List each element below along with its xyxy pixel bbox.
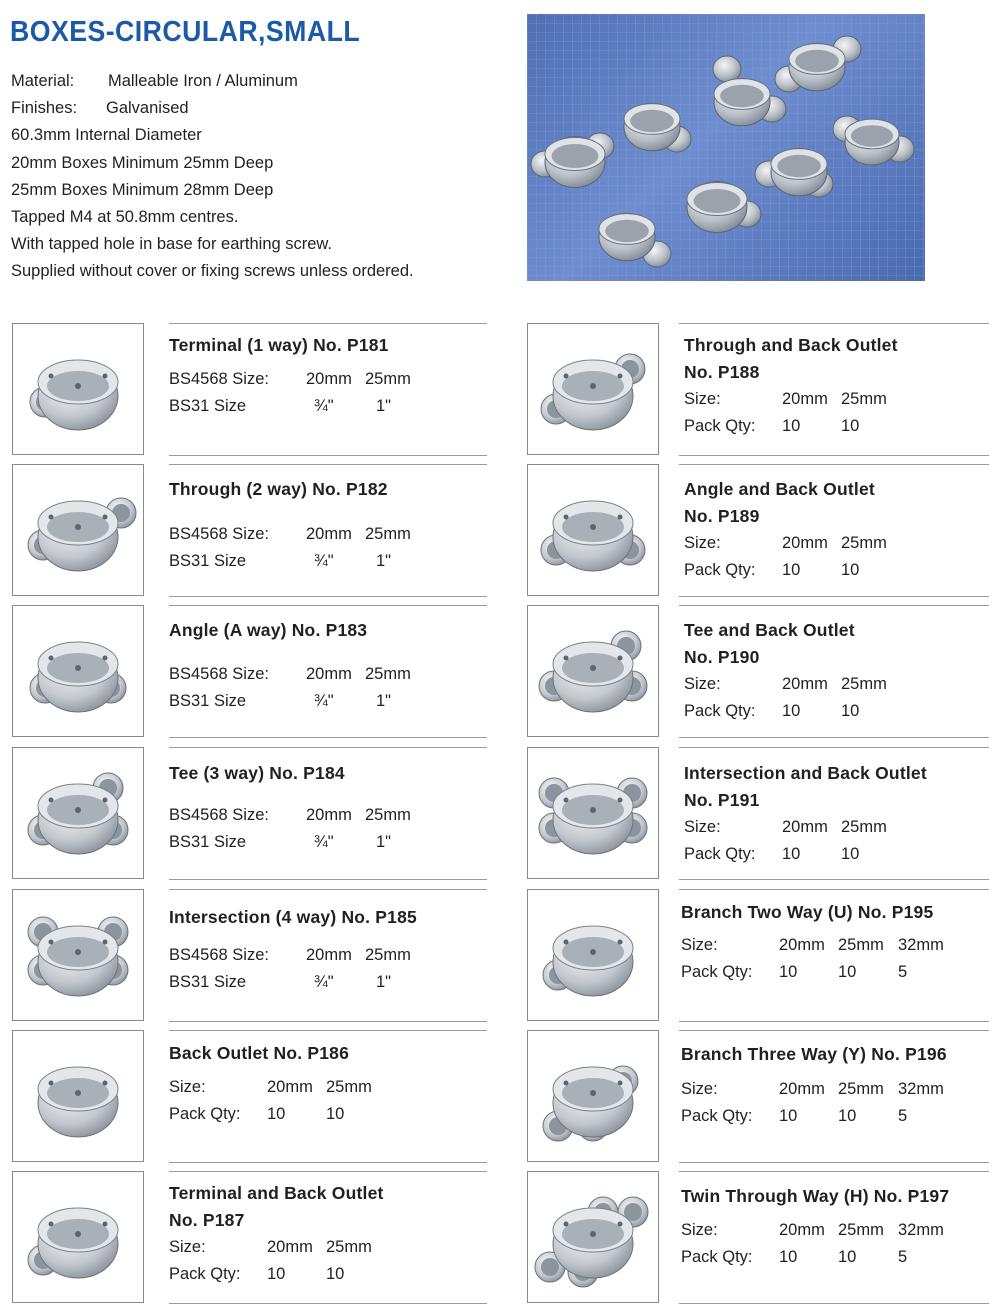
row-label: BS4568 Size: <box>169 946 269 964</box>
divider <box>169 747 487 748</box>
row-value: 20mm <box>267 1078 313 1096</box>
product-name: Terminal and Back Outlet <box>169 1183 384 1203</box>
row-value: 25mm <box>365 806 411 824</box>
divider <box>169 1021 487 1022</box>
divider <box>679 737 989 738</box>
row-value: 32mm <box>898 1221 944 1239</box>
spec-value: 60.3mm Internal Diameter <box>11 126 202 145</box>
row-label: Pack Qty: <box>684 702 756 720</box>
row-value: 25mm <box>365 665 411 683</box>
row-value: 10 <box>841 417 860 435</box>
row-value: 1" <box>376 552 392 570</box>
product-number: No. P190 <box>684 647 760 667</box>
row-label: Pack Qty: <box>681 1107 753 1125</box>
spec-value: With tapped hole in base for earthing screw. <box>11 235 333 254</box>
divider <box>169 323 487 324</box>
row-value: 10 <box>326 1265 345 1283</box>
row-value: 20mm <box>779 936 825 954</box>
row-label: BS31 Size <box>169 552 247 570</box>
divider <box>169 1030 487 1031</box>
row-value: 20mm <box>782 675 828 693</box>
product-name: Angle (A way) No. P183 <box>169 620 368 640</box>
divider <box>169 737 487 738</box>
row-label: BS31 Size <box>169 973 247 991</box>
row-value: 20mm <box>306 946 352 964</box>
angle-back-outlet-box-icon <box>527 464 659 596</box>
row-value: 1" <box>376 973 392 991</box>
product-name: Tee (3 way) No. P184 <box>169 763 345 783</box>
row-value: 20mm <box>306 665 352 683</box>
product-name: Through and Back Outlet <box>684 335 898 355</box>
row-value: 20mm <box>306 370 352 388</box>
row-value: 10 <box>838 963 857 981</box>
row-value: 25mm <box>326 1078 372 1096</box>
row-value: 20mm <box>782 534 828 552</box>
spec-value: 25mm Boxes Minimum 28mm Deep <box>11 180 274 199</box>
spec-line <box>11 122 414 149</box>
branch-two-way-box-icon <box>527 889 659 1021</box>
divider <box>169 596 487 597</box>
divider <box>679 1303 989 1304</box>
divider <box>169 879 487 880</box>
spec-line <box>11 68 414 95</box>
product-number: No. P189 <box>684 506 760 526</box>
divider <box>169 464 487 465</box>
divider <box>679 1162 989 1163</box>
spec-value: 20mm Boxes Minimum 25mm Deep <box>11 153 274 172</box>
row-label: Size: <box>684 675 721 693</box>
row-value: 25mm <box>365 946 411 964</box>
row-value: 10 <box>326 1105 345 1123</box>
row-label: Size: <box>169 1238 206 1256</box>
divider <box>169 605 487 606</box>
product-name: Angle and Back Outlet <box>684 479 875 499</box>
spec-line <box>11 258 414 285</box>
divider <box>169 1162 487 1163</box>
divider <box>169 889 487 890</box>
row-value: 5 <box>898 1248 908 1266</box>
row-label: BS31 Size <box>169 692 247 710</box>
spec-line <box>11 177 414 204</box>
terminal-back-outlet-box-icon <box>12 1171 144 1303</box>
product-name: Branch Two Way (U) No. P195 <box>681 902 934 922</box>
row-value: ¾" <box>314 552 334 570</box>
spec-line <box>11 95 414 122</box>
row-value: 25mm <box>841 818 887 836</box>
row-value: 25mm <box>365 370 411 388</box>
product-name: Branch Three Way (Y) No. P196 <box>681 1044 947 1064</box>
row-value: 20mm <box>779 1080 825 1098</box>
spec-value: Tapped M4 at 50.8mm centres. <box>11 207 239 226</box>
page-title: BOXES-CIRCULAR,SMALL <box>10 16 361 48</box>
spec-line <box>11 231 414 258</box>
row-value: 10 <box>838 1107 857 1125</box>
boxes-photo-graphic <box>527 14 925 281</box>
row-value: 5 <box>898 963 908 981</box>
row-label: Size: <box>684 390 721 408</box>
row-label: Pack Qty: <box>684 561 756 579</box>
divider <box>679 879 989 880</box>
product-name: Through (2 way) No. P182 <box>169 479 388 499</box>
row-value: 25mm <box>838 1080 884 1098</box>
row-value: 32mm <box>898 936 944 954</box>
row-value: 20mm <box>779 1221 825 1239</box>
row-value: 20mm <box>306 806 352 824</box>
row-value: 10 <box>782 417 801 435</box>
row-value: 10 <box>838 1248 857 1266</box>
row-value: 20mm <box>267 1238 313 1256</box>
divider <box>169 1303 487 1304</box>
row-value: ¾" <box>314 973 334 991</box>
angle-box-icon <box>12 605 144 737</box>
row-value: 10 <box>841 845 860 863</box>
divider <box>679 1030 989 1031</box>
divider <box>679 1021 989 1022</box>
row-value: 10 <box>841 702 860 720</box>
divider <box>169 455 487 456</box>
divider <box>679 323 989 324</box>
spec-list <box>11 68 414 286</box>
product-name: Back Outlet No. P186 <box>169 1043 350 1063</box>
row-value: 25mm <box>365 525 411 543</box>
row-value: 1" <box>376 397 392 415</box>
product-number: No. P188 <box>684 362 760 382</box>
row-value: 10 <box>267 1105 286 1123</box>
spec-key: Material: <box>11 72 75 90</box>
spec-line <box>11 204 414 231</box>
row-value: 20mm <box>782 390 828 408</box>
divider <box>169 1171 487 1172</box>
product-number: No. P191 <box>684 790 760 810</box>
branch-three-way-box-icon <box>527 1030 659 1162</box>
row-label: BS31 Size <box>169 397 247 415</box>
product-name: Twin Through Way (H) No. P197 <box>681 1186 950 1206</box>
row-value: 25mm <box>841 675 887 693</box>
row-value: 10 <box>779 963 798 981</box>
row-label: BS4568 Size: <box>169 370 269 388</box>
divider <box>679 455 989 456</box>
tee-back-outlet-box-icon <box>527 605 659 737</box>
row-value: 1" <box>376 692 392 710</box>
tee-box-icon <box>12 747 144 879</box>
row-value: 10 <box>267 1265 286 1283</box>
row-value: 25mm <box>838 1221 884 1239</box>
row-value: ¾" <box>314 397 334 415</box>
divider <box>679 596 989 597</box>
spec-value: Malleable Iron / Aluminum <box>108 72 298 90</box>
row-label: Size: <box>684 534 721 552</box>
divider <box>679 464 989 465</box>
through-back-outlet-box-icon <box>527 323 659 455</box>
divider <box>679 889 989 890</box>
row-value: ¾" <box>314 833 334 851</box>
product-name: Terminal (1 way) No. P181 <box>169 335 389 355</box>
row-value: 10 <box>779 1107 798 1125</box>
row-label: Pack Qty: <box>681 1248 753 1266</box>
product-name: Tee and Back Outlet <box>684 620 855 640</box>
row-label: Pack Qty: <box>684 845 756 863</box>
row-value: 32mm <box>898 1080 944 1098</box>
row-label: Size: <box>681 936 718 954</box>
product-name: Intersection (4 way) No. P185 <box>169 907 417 927</box>
row-value: 10 <box>782 561 801 579</box>
row-value: 10 <box>782 845 801 863</box>
spec-line <box>11 150 414 177</box>
row-label: Size: <box>169 1078 206 1096</box>
row-value: 10 <box>782 702 801 720</box>
row-label: BS4568 Size: <box>169 525 269 543</box>
row-label: BS4568 Size: <box>169 665 269 683</box>
spec-key: Finishes: <box>11 99 78 118</box>
row-label: Pack Qty: <box>684 417 756 435</box>
product-number: No. P187 <box>169 1210 245 1230</box>
row-value: 10 <box>841 561 860 579</box>
twin-through-way-box-icon <box>527 1171 659 1303</box>
terminal-box-icon <box>12 323 144 455</box>
row-label: BS31 Size <box>169 833 247 851</box>
row-label: Size: <box>681 1221 718 1239</box>
divider <box>679 747 989 748</box>
intersection-box-icon <box>12 889 144 1021</box>
row-label: Size: <box>684 818 721 836</box>
back-outlet-box-icon <box>12 1030 144 1162</box>
product-name: Intersection and Back Outlet <box>684 763 927 783</box>
spec-value: Galvanised <box>106 99 189 118</box>
row-value: 20mm <box>306 525 352 543</box>
row-label: BS4568 Size: <box>169 806 269 824</box>
intersection-back-outlet-box-icon <box>527 747 659 879</box>
row-value: 10 <box>779 1248 798 1266</box>
divider <box>679 605 989 606</box>
row-value: 25mm <box>841 534 887 552</box>
divider <box>679 1171 989 1172</box>
row-value: 5 <box>898 1107 908 1125</box>
row-value: 25mm <box>326 1238 372 1256</box>
row-value: 25mm <box>838 936 884 954</box>
row-label: Pack Qty: <box>681 963 753 981</box>
circular-boxes-photo-icon <box>527 14 925 281</box>
row-value: 25mm <box>841 390 887 408</box>
row-label: Pack Qty: <box>169 1265 241 1283</box>
row-label: Size: <box>681 1080 718 1098</box>
row-label: Pack Qty: <box>169 1105 241 1123</box>
spec-value: Supplied without cover or fixing screws unless ordered. <box>11 262 414 281</box>
row-value: 1" <box>376 833 392 851</box>
through-box-icon <box>12 464 144 596</box>
row-value: ¾" <box>314 692 334 710</box>
row-value: 20mm <box>782 818 828 836</box>
